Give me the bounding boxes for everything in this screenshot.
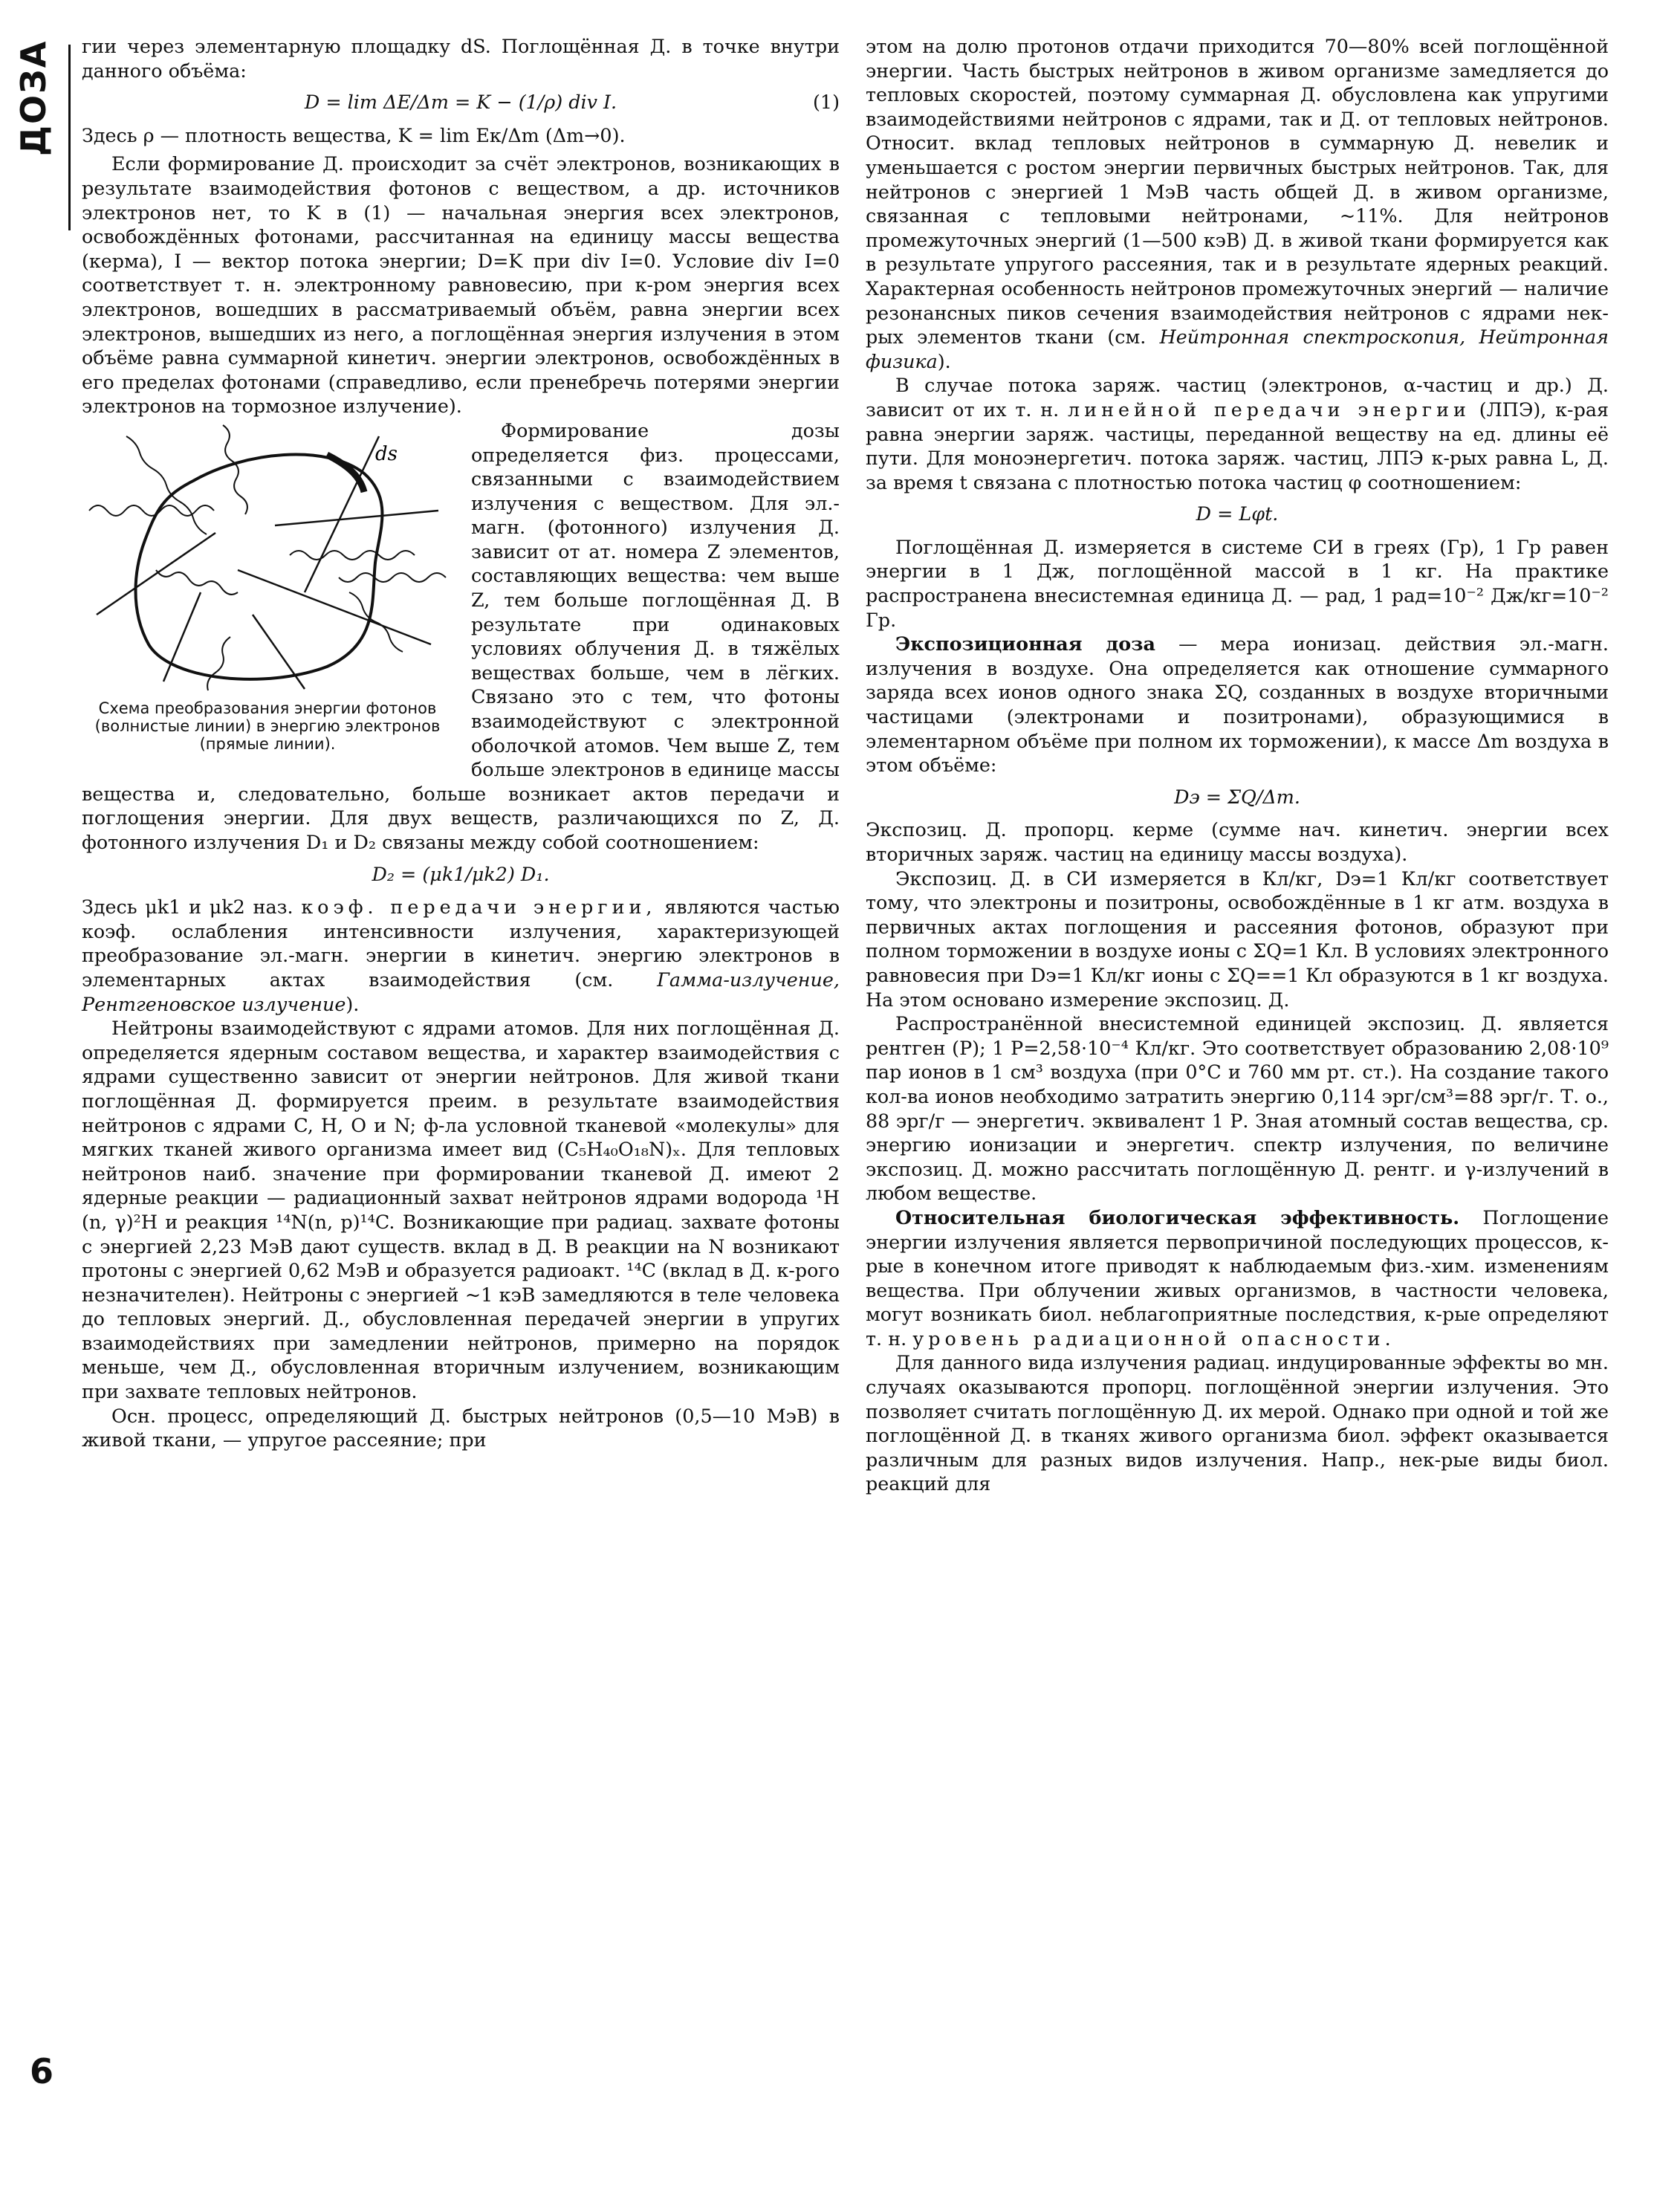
energy-conversion-diagram [82, 421, 453, 696]
left-p5-term: коэф. передачи энергии, [301, 896, 657, 919]
left-p5-ref: Гамма-излучение, Рентгеновское излучение [82, 968, 840, 1015]
right-p7: Распространённой внесистемной единицей экспозиц. Д. является рентген (Р); 1 Р=2,58·10⁻⁴ Кл/кг. Это соответствует образованию 2,08·10⁹ пар ионов в 1 см³ воздуха (при 0°С и 760 мм рт. ст.). На создание такого кол-ва ионов необходимо затратить энергию 0,114 эрг/см³=88 эрг/г. Т. о., 88 эрг/г — энергетич. эквивалент 1 Р. Зная атомный состав вещества, ср. энергию ионизации и энергетич. спектр излучения, по величине экспозиц. Д. можно рассчитать поглощённую Д. рентг. и γ-излучений в любом веществе. [866, 1012, 1609, 1205]
equation-4: Dэ = ΣQ/Δm. [1174, 785, 1300, 808]
running-head-rule [68, 45, 71, 230]
left-p5-rest: являются частью коэф. ослабления интенсивности излучения, характеризующей преобразование эл.-магн. энергии в кинетич. энергию электронов в элементарных актах взаимодействия (см. [82, 896, 840, 991]
left-p5 [82, 895, 840, 1016]
surface-element-ds [327, 455, 364, 492]
photon-wave-2 [126, 436, 207, 534]
equation-2: D₂ = (μk1/μk2) D₁. [372, 862, 550, 885]
left-p4: Формирование дозы определяется физ. процессами, связанными с взаимодействием излучения с веществом. Для эл.-магн. (фотонного) излучения Д. зависит от ат. номера Z элементов, составляющих вещества: чем выше Z, тем больше поглощённая Д. В результате при одинаковых условиях облучения Д. в тяжёлых веществах больше, чем в лёгких. Связано это с тем, что фотоны взаимодействуют с электронной оболочкой атомов. Чем выше Z, тем больше электронов в единице массы вещества и, следовательно, больше возникает актов передачи и поглощения энергии. Для двух веществ, различающихся по Z, Д. фотонного излучения D₁ и D₂ связаны между собой соотношением: [82, 418, 840, 853]
right-p2 [866, 373, 1609, 494]
energy-conversion-figure [82, 421, 453, 763]
left-p5-end: ). [346, 992, 360, 1015]
right-p1 [866, 34, 1609, 373]
right-p4-rest: — мера ионизац. действия эл.-магн. излучения в воздухе. Она определяется как отношение суммарного заряда всех ионов одного знака ΣQ, созданных в воздухе вторичными частицами (электронами и позитронами), образующимися в элементарном объёме при полном их торможении), к массе Δm воздуха в этом объёме: [866, 632, 1609, 777]
photon-wave-3 [223, 425, 247, 514]
right-p9: Для данного вида излучения радиац. индуцированные эффекты во мн. случаях оказываются пропорц. поглощённой энергии излучения. Это позволяет считать поглощённую Д. их мерой. Однако при одной и той же поглощённой Д. в тканях живого организма биол. эффект оказывается различным для разных видов излучения. Напр., нек-рые виды биол. реакций для [866, 1351, 1609, 1495]
right-p6: Экспозиц. Д. в СИ измеряется в Кл/кг, Dэ=1 Кл/кг соответствует тому, что электроны и позитроны, освобождённые в 1 кг атм. воздуха в первичных актах поглощения и рассеяния фотонов, образуют при полном торможении в воздухе ионы с ΣQ=1 Кл. В условиях электронного равновесия при Dэ=1 Кл/кг ионы с ΣQ==1 Кл образуются в 1 кг воздуха. На этом основано измерение экспозиц. Д. [866, 867, 1609, 1011]
figure-caption: Схема преобразования энергии фотонов (волнистые линии) в энергию электронов (прямые линии). [94, 699, 441, 753]
right-column [866, 34, 1609, 1496]
right-p8-term: Относительная биологическая эффективность. [895, 1205, 1460, 1229]
right-p4-term: Экспозиционная доза [895, 632, 1155, 656]
equation-1-number: (1) [813, 91, 840, 114]
photon-wave-1 [89, 505, 214, 516]
photon-wave-7 [207, 637, 230, 690]
photon-wave-4 [339, 573, 446, 582]
equation-1 [82, 90, 840, 114]
left-p7: Осн. процесс, определяющий Д. быстрых нейтронов (0,5—10 МэВ) в живой ткани, — упругое рассеяние; при [82, 1404, 840, 1452]
right-p2-lead: В случае потока заряж. частиц (электронов, α-частиц и др.) Д. зависит от их т. н. [866, 374, 1609, 421]
photon-wave-6 [156, 570, 238, 595]
right-p8-rest: Поглощение энергии излучения является первопричиной последующих процессов, к-рые в конечном итоге приводят к наблюдаемым физ.-хим. изменениям вещества. При облучении живых организмов, в частности человека, могут возникать биол. неблагоприятные последствия, к-рые определяют т. н. [866, 1205, 1609, 1350]
left-p3: Если формирование Д. происходит за счёт электронов, возникающих в результате взаимодействия фотонов с веществом, а др. источников электронов нет, то K в (1) — начальная энергия всех электронов, освобождённых фотонами, рассчитанная на единицу массы вещества (керма), I — вектор потока энергии; D=K при div I=0. Условие div I=0 соответствует т. н. электронному равновесию, при к-ром энергия всех электронов, вошедших в рассматриваемый объём, равна энергии всех электронов, вышедших из него, а поглощённая энергия излучения в этом объёме равна суммарной кинетич. энергии электронов, освобождённых в его пределах фотонами (справедливо, если пренебречь потерями энергии электронов на тормозное излучение). [82, 152, 840, 418]
right-p8 [866, 1205, 1609, 1351]
right-p3: Поглощённая Д. измеряется в системе СИ в греях (Гр), 1 Гр равен энергии в 1 Дж, поглощённой массой в 1 кг. На практике распространена внесистемная единица Д. — рад, 1 рад=10⁻² Дж/кг=10⁻² Гр. [866, 535, 1609, 631]
left-p6: Нейтроны взаимодействуют с ядрами атомов. Для них поглощённая Д. определяется ядерным составом вещества, и характер взаимодействия с ядрами существенно зависит от энергии нейтронов. Для живой ткани поглощённая Д. формируется преим. в результате взаимодействия нейтронов с ядрами C, H, O и N; ф-ла условной тканевой «молекулы» для мягких тканей живого организма имеет вид (C₅H₄₀O₁₈N)ₓ. Для тепловых нейтронов наиб. значение при формировании тканевой Д. имеют 2 ядерные реакции — радиационный захват нейтронов ядрами водорода ¹H (n, γ)²H и реакция ¹⁴N(n, p)¹⁴C. Возникающие при радиац. захвате фотоны с энергией 2,23 МэВ дают существ. вклад в Д. В реакции на N возникают протоны с энергией 0,62 МэВ и образуется радиоакт. ¹⁴C (вклад в Д. к-рого незначителен). Нейтроны с энергией ~1 кэВ замедляются в теле человека до тепловых энергий. Д., обусловленная передачей энергии в упругих взаимодействиях при замедлении нейтронов, примерно на порядок меньше, чем Д., обусловленная вторичным излучением, возникающим при захвате тепловых нейтронов. [82, 1017, 840, 1403]
page-number: 6 [30, 2051, 54, 2091]
running-head-text: ДОЗА [13, 39, 53, 156]
volume-outline [136, 454, 383, 679]
photon-wave-5 [290, 551, 415, 560]
electron-track-3 [275, 511, 438, 525]
right-p1-body: этом на долю протонов отдачи приходится 70—80% всей поглощённой энергии. Часть быстрых нейтронов в живом организме замедляется до тепловых скоростей, поэтому суммарная Д. обусловлена как упругими взаимодействиями нейтронов с ядрами, так и Д. от тепловых нейтронов. Относит. вклад тепловых нейтронов в суммарную Д. невелик и уменьшается с ростом энергии первичных быстрых нейтронов. Так, для нейтронов с энергией 1 МэВ часть общей Д. в живом организме, связанная с тепловыми нейтронами, ~11%. Для нейтронов промежуточных энергий (1—500 кэВ) Д. в живой ткани формируется как в результате упругого рассеяния, так и в результате ядерных реакций. Характерная особенность нейтронов промежуточных энергий — наличие резонансных пиков сечения взаимодействия нейтронов с ядрами нек-рых элементов ткани (см. [866, 35, 1609, 349]
figure-label-ds: ds [375, 442, 398, 465]
left-p2: Здесь ρ — плотность вещества, K = lim Eк/Δm (Δm→0). [82, 123, 626, 146]
right-p8-spaced: уровень радиационной опасности. [912, 1327, 1395, 1350]
left-p5-lead: Здесь μk1 и μk2 наз. [82, 896, 293, 919]
right-p1-end: ). [937, 349, 951, 372]
right-p1-ref: Нейтронная спектроскопия, Нейтронная физика [866, 326, 1609, 372]
equation-3: D = Lφt. [1196, 502, 1279, 525]
right-p2-rest: (ЛПЭ), к-рая равна энергии заряж. частицы, переданной веществу на ед. длины её пути. Для моноэнергетич. потока заряж. частиц, ЛПЭ к-рых равна L, Д. за время t связана с плотностью потока частиц φ соотношением: [866, 398, 1609, 493]
left-p1: гии через элементарную площадку dS. Поглощённая Д. в точке внутри данного объёма: [82, 35, 840, 82]
running-head [0, 39, 67, 193]
left-column [82, 34, 840, 1452]
right-p4 [866, 632, 1609, 777]
right-p5: Экспозиц. Д. пропорц. керме (сумме нач. кинетич. энергии всех вторичных заряж. частиц на единицу массы воздуха). [866, 818, 1609, 865]
equation-1-body: D = lim ΔE/Δm = K − (1/ρ) div I. [304, 91, 617, 114]
right-p2-term: линейной передачи энергии [1068, 398, 1470, 421]
electron-track-1 [97, 533, 215, 615]
